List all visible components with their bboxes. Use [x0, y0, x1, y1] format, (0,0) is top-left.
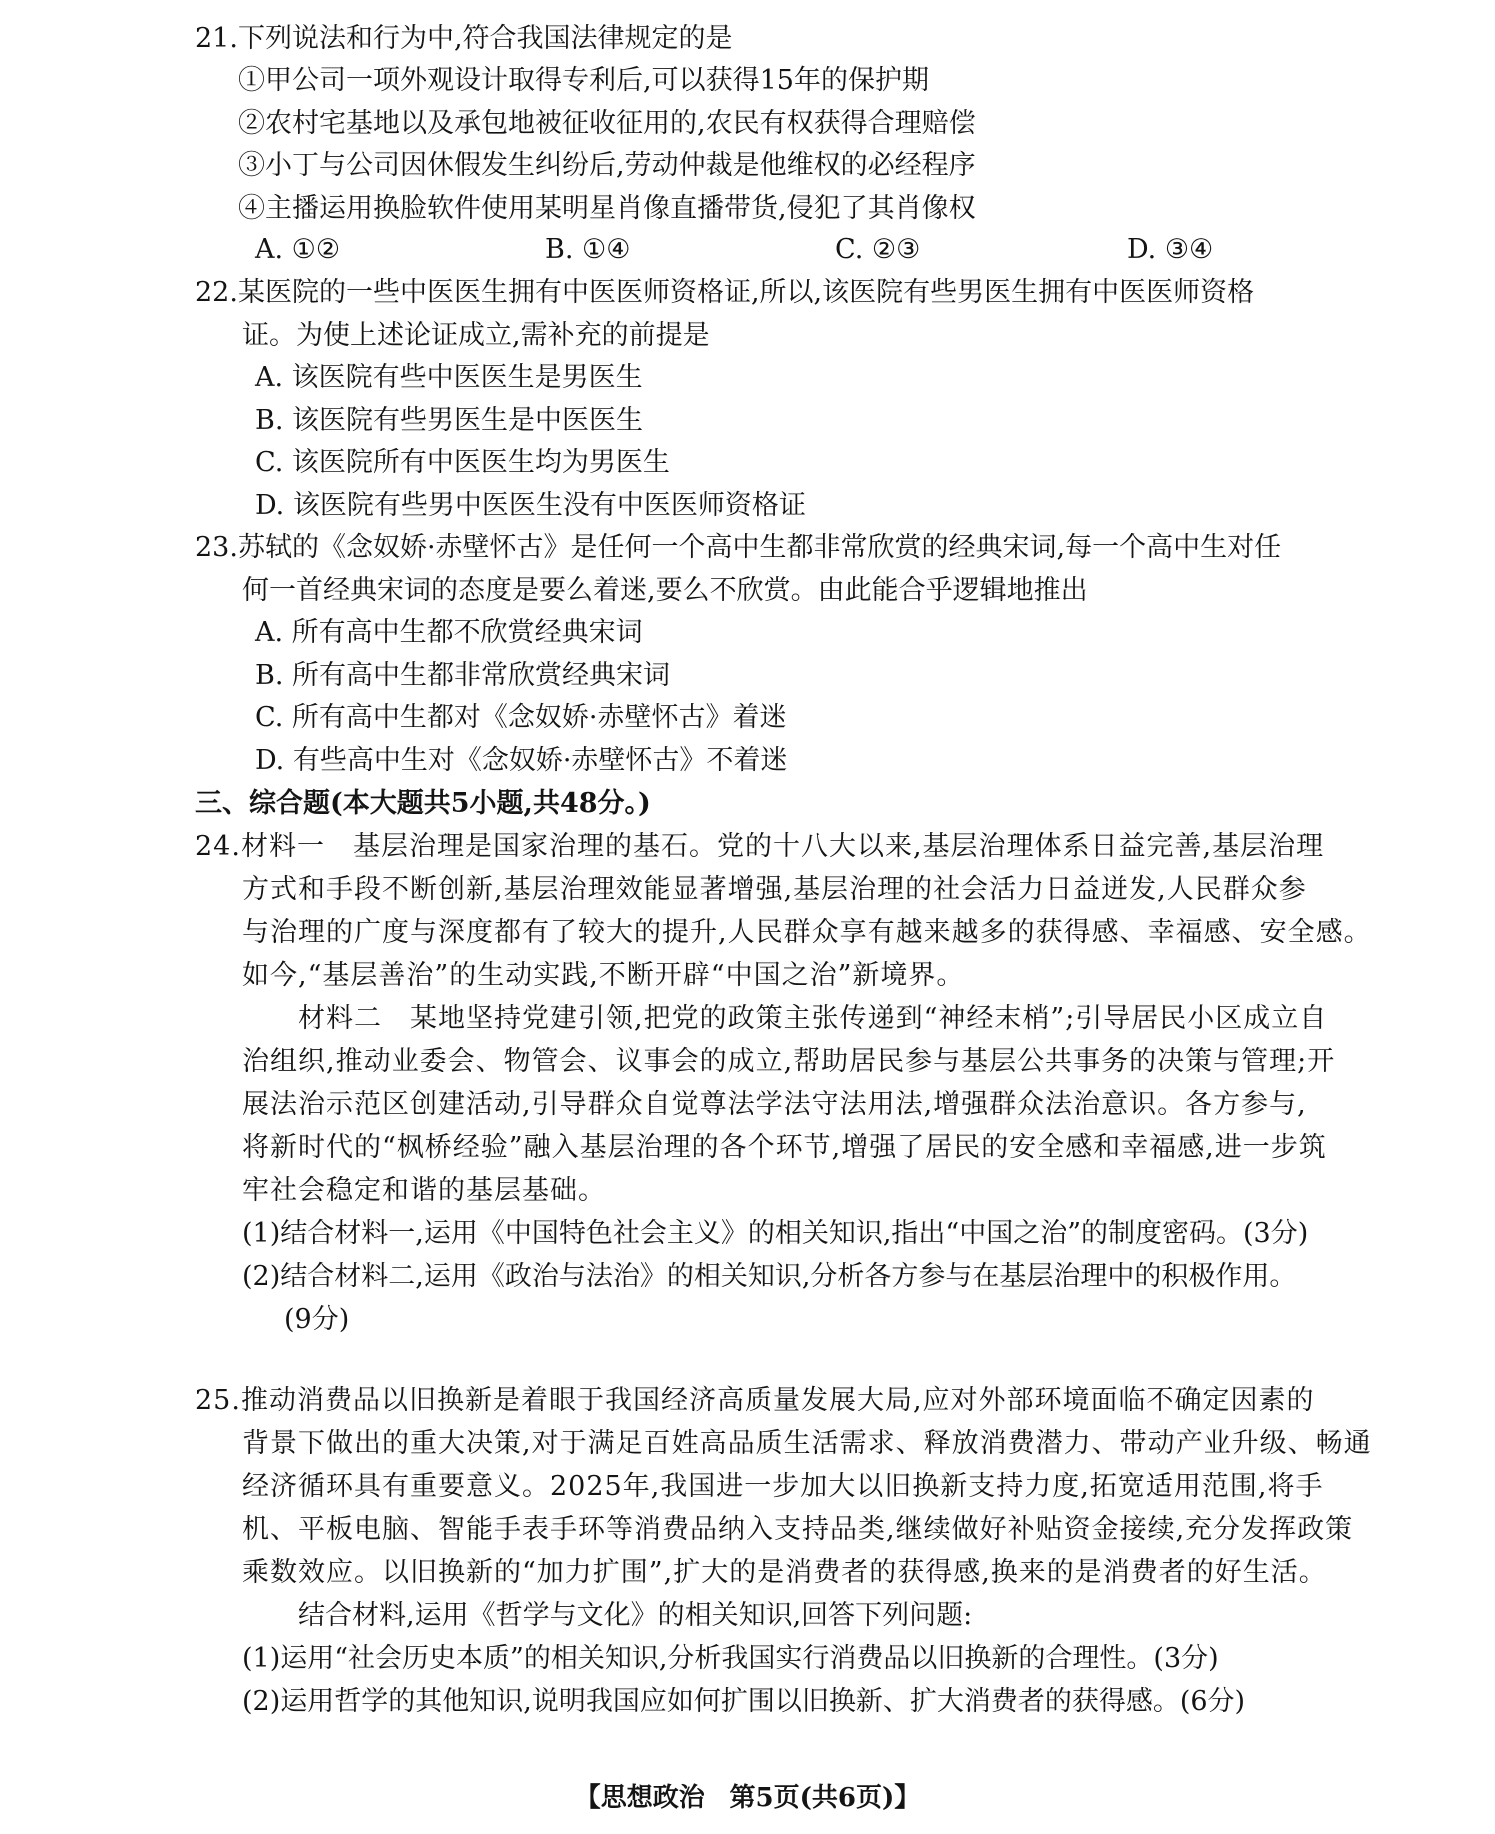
q21-item-1: ①甲公司一项外观设计取得专利后,可以获得15年的保护期	[238, 65, 929, 96]
q21-option-c: C. ②③	[835, 234, 921, 265]
q21-option-b: B. ①④	[545, 234, 631, 265]
q25-material-line-5: 乘数效应。以旧换新的“加力扩围”,扩大的是消费者的获得感,换来的是消费者的好生活。	[242, 1557, 1327, 1588]
q25-intro: 结合材料,运用《哲学与文化》的相关知识,回答下列问题:	[298, 1600, 973, 1631]
q22-option-c: C. 该医院所有中医医生均为男医生	[255, 447, 670, 478]
q25-material-line-4: 机、平板电脑、智能手表手环等消费品纳入支持品类,继续做好补贴资金接续,充分发挥政策	[242, 1514, 1354, 1545]
q21-stem: 21.下列说法和行为中,符合我国法律规定的是	[195, 23, 733, 54]
q23-stem-line-1: 23.苏轼的《念奴娇·赤壁怀古》是任何一个高中生都非常欣赏的经典宋词,每一个高中生对任	[195, 532, 1282, 563]
q21-item-4: ④主播运用换脸软件使用某明星肖像直播带货,侵犯了其肖像权	[238, 193, 976, 224]
footer-page-number: 第5页(共6页)】	[729, 1783, 921, 1813]
q25-material-line-2: 背景下做出的重大决策,对于满足百姓高品质生活需求、释放消费潜力、带动产业升级、畅通	[242, 1428, 1372, 1459]
q25-material-line-1: 25.推动消费品以旧换新是着眼于我国经济高质量发展大局,应对外部环境面临不确定因素的	[195, 1385, 1315, 1416]
q22-stem-line-2: 证。为使上述论证成立,需补充的前提是	[242, 320, 710, 351]
q24-subquestion-1: (1)结合材料一,运用《中国特色社会主义》的相关知识,指出“中国之治”的制度密码。(3分)	[242, 1218, 1309, 1249]
q25-material-line-3: 经济循环具有重要意义。2025年,我国进一步加大以旧换新支持力度,拓宽适用范围,将手	[242, 1471, 1324, 1502]
q23-option-a: A. 所有高中生都不欣赏经典宋词	[255, 617, 643, 648]
q24-material2-line-5: 牢社会稳定和谐的基层基础。	[242, 1175, 606, 1206]
q24-subquestion-2-line-1: (2)结合材料二,运用《政治与法治》的相关知识,分析各方参与在基层治理中的积极作用。	[242, 1261, 1297, 1292]
footer-subject: 【思想政治	[574, 1783, 705, 1813]
q25-subquestion-1: (1)运用“社会历史本质”的相关知识,分析我国实行消费品以旧换新的合理性。(3分)	[242, 1643, 1219, 1674]
q24-material1-line-3: 与治理的广度与深度都有了较大的提升,人民群众享有越来越多的获得感、幸福感、安全感。	[242, 917, 1372, 948]
q21-option-a: A. ①②	[255, 234, 341, 265]
q24-material2-line-4: 将新时代的“枫桥经验”融入基层治理的各个环节,增强了居民的安全感和幸福感,进一步筑	[242, 1132, 1327, 1163]
section-3-heading: 三、综合题(本大题共5小题,共48分。)	[195, 788, 651, 819]
q24-material1-line-4: 如今,“基层善治”的生动实践,不断开辟“中国之治”新境界。	[242, 960, 965, 991]
q23-option-c: C. 所有高中生都对《念奴娇·赤壁怀古》着迷	[255, 702, 787, 733]
q24-subquestion-2-line-2: (9分)	[284, 1304, 350, 1335]
page-footer	[0, 1780, 1495, 1816]
q24-material2-line-1: 材料二 某地坚持党建引领,把党的政策主张传递到“神经末梢”;引导居民小区成立自	[298, 1003, 1328, 1034]
q24-material1-line-1: 24.材料一 基层治理是国家治理的基石。党的十八大以来,基层治理体系日益完善,基层治理	[195, 831, 1325, 862]
q21-item-2: ②农村宅基地以及承包地被征收征用的,农民有权获得合理赔偿	[238, 108, 976, 139]
q22-option-a: A. 该医院有些中医医生是男医生	[255, 362, 643, 393]
q23-option-b: B. 所有高中生都非常欣赏经典宋词	[255, 660, 671, 691]
q24-material2-line-2: 治组织,推动业委会、物管会、议事会的成立,帮助居民参与基层公共事务的决策与管理;开	[242, 1046, 1336, 1077]
q22-option-d: D. 该医院有些男中医医生没有中医医师资格证	[255, 490, 806, 521]
q24-material1-line-2: 方式和手段不断创新,基层治理效能显著增强,基层治理的社会活力日益迸发,人民群众参	[242, 874, 1307, 905]
q25-subquestion-2: (2)运用哲学的其他知识,说明我国应如何扩围以旧换新、扩大消费者的获得感。(6分)	[242, 1686, 1246, 1717]
q22-option-b: B. 该医院有些男医生是中医医生	[255, 405, 644, 436]
q22-stem-line-1: 22.某医院的一些中医医生拥有中医医师资格证,所以,该医院有些男医生拥有中医医师资格	[195, 277, 1255, 308]
q21-item-3: ③小丁与公司因休假发生纠纷后,劳动仲裁是他维权的必经程序	[238, 150, 976, 181]
q24-material2-line-3: 展法治示范区创建活动,引导群众自觉尊法学法守法用法,增强群众法治意识。各方参与,	[242, 1089, 1307, 1120]
q21-option-d: D. ③④	[1127, 234, 1214, 265]
q23-stem-line-2: 何一首经典宋词的态度是要么着迷,要么不欣赏。由此能合乎逻辑地推出	[242, 575, 1088, 606]
q23-option-d: D. 有些高中生对《念奴娇·赤壁怀古》不着迷	[255, 745, 788, 776]
